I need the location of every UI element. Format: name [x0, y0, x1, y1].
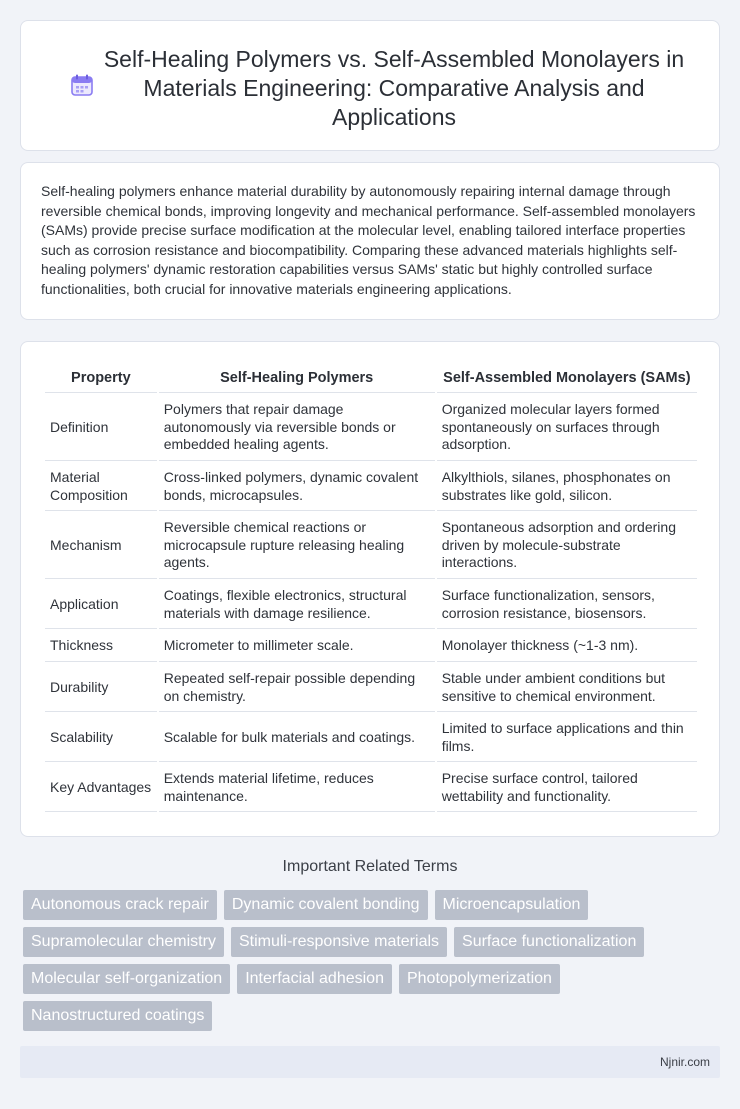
cell-sams: Organized molecular layers formed spontaneously on surfaces through adsorption. — [437, 395, 697, 461]
table-row — [45, 764, 697, 812]
related-terms-list — [23, 890, 723, 1031]
cell-polymers: Cross-linked polymers, dynamic covalent bonds, microcapsules. — [159, 463, 435, 511]
page-title: Self-Healing Polymers vs. Self-Assembled Monolayers in Materials Engineering: Comparative Analysis and Applications — [103, 46, 685, 130]
cell-polymers: Coatings, flexible electronics, structural materials with damage resilience. — [159, 581, 435, 629]
intro-card — [20, 162, 720, 320]
cell-polymers: Repeated self-repair possible depending on chemistry. — [159, 664, 435, 712]
cell-sams: Monolayer thickness (~1-3 nm). — [437, 631, 697, 662]
row-label: Scalability — [45, 714, 157, 762]
cell-sams: Spontaneous adsorption and ordering driven by molecule-substrate interactions. — [437, 513, 697, 579]
related-term-tag[interactable]: Surface functionalization — [454, 927, 644, 957]
footer-site-link[interactable]: Njnir.com — [659, 1055, 710, 1069]
cell-polymers: Scalable for bulk materials and coatings. — [159, 714, 435, 762]
table-row — [45, 395, 697, 461]
related-term-tag[interactable]: Molecular self-organization — [23, 964, 230, 994]
cell-polymers: Polymers that repair damage autonomously via reversible bonds or embedded healing agents. — [159, 395, 435, 461]
cell-sams: Limited to surface applications and thin films. — [437, 714, 697, 762]
cell-sams: Alkylthiols, silanes, phosphonates on substrates like gold, silicon. — [437, 463, 697, 511]
header-property: Property — [45, 364, 157, 393]
related-term-tag[interactable]: Nanostructured coatings — [23, 1001, 212, 1031]
table-header-row — [45, 364, 697, 393]
row-label: Material Composition — [45, 463, 157, 511]
related-term-tag[interactable]: Interfacial adhesion — [237, 964, 392, 994]
header-self-healing-polymers: Self-Healing Polymers — [159, 364, 435, 393]
table-row — [45, 513, 697, 579]
cell-sams: Surface functionalization, sensors, corrosion resistance, biosensors. — [437, 581, 697, 629]
related-term-tag[interactable]: Stimuli-responsive materials — [231, 927, 447, 957]
related-term-tag[interactable]: Microencapsulation — [435, 890, 589, 920]
row-label: Mechanism — [45, 513, 157, 579]
cell-sams: Stable under ambient conditions but sensitive to chemical environment. — [437, 664, 697, 712]
cell-polymers: Micrometer to millimeter scale. — [159, 631, 435, 662]
cell-polymers: Extends material lifetime, reduces maintenance. — [159, 764, 435, 812]
related-term-tag[interactable]: Supramolecular chemistry — [23, 927, 224, 957]
table-row — [45, 631, 697, 662]
title-wrap — [43, 45, 697, 132]
title-card — [20, 20, 720, 151]
related-term-tag[interactable]: Autonomous crack repair — [23, 890, 217, 920]
related-terms-heading: Important Related Terms — [282, 858, 458, 875]
table-row — [45, 664, 697, 712]
comparison-table — [43, 362, 699, 814]
row-label: Application — [45, 581, 157, 629]
table-row — [45, 463, 697, 511]
footer — [20, 1046, 720, 1078]
row-label: Key Advantages — [45, 764, 157, 812]
related-term-tag[interactable]: Dynamic covalent bonding — [224, 890, 428, 920]
cell-polymers: Reversible chemical reactions or microcapsule rupture releasing healing agents. — [159, 513, 435, 579]
table-row — [45, 714, 697, 762]
calendar-icon — [70, 73, 94, 97]
comparison-table-card — [20, 341, 720, 837]
header-sams: Self-Assembled Monolayers (SAMs) — [437, 364, 697, 393]
related-term-tag[interactable]: Photopolymerization — [399, 964, 560, 994]
intro-paragraph: Self-healing polymers enhance material durability by autonomously repairing internal damage through reversible chemical bonds, improving longevity and mechanical performance. Self-assembled monolayers (SAMs) provide precise surface modification at the molecular level, enabling tailored interface properties such as corrosion resistance and biocompatibility. Comparing these advanced materials highlights self-healing polymers' dynamic restoration capabilities versus SAMs' static but highly controlled surface functionalities, both crucial for innovative materials engineering applications. — [41, 183, 696, 297]
row-label: Thickness — [45, 631, 157, 662]
table-row — [45, 581, 697, 629]
row-label: Durability — [45, 664, 157, 712]
row-label: Definition — [45, 395, 157, 461]
cell-sams: Precise surface control, tailored wettability and functionality. — [437, 764, 697, 812]
